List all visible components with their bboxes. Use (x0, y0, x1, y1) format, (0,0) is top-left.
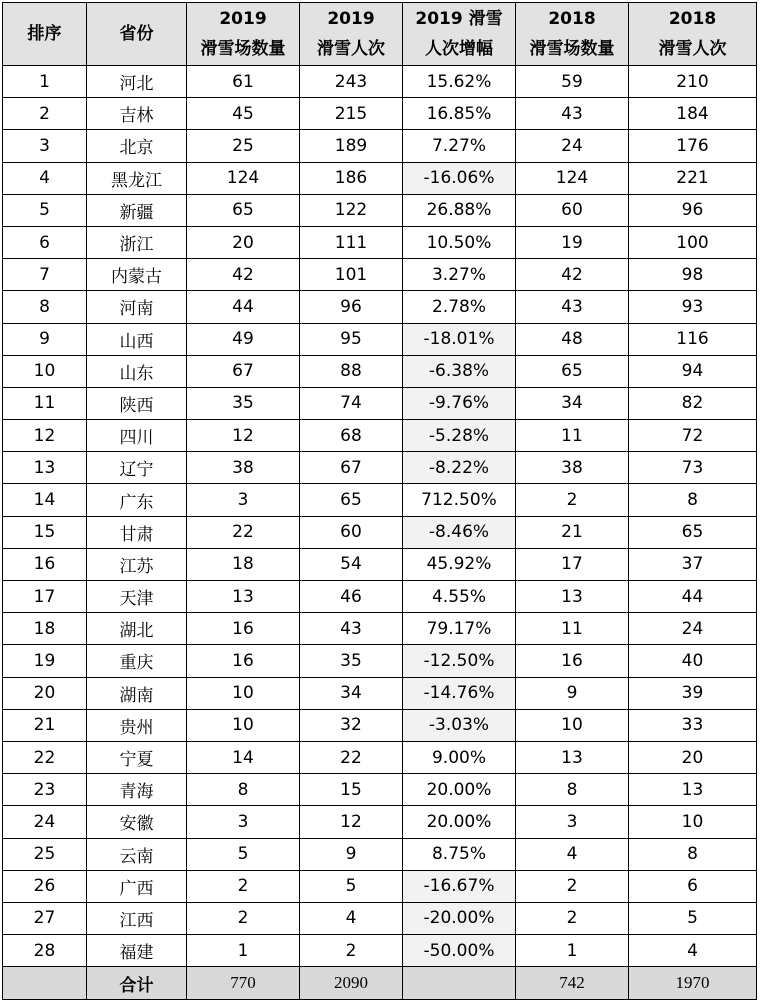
visit-growth-2019-cell: 2.78% (403, 291, 516, 323)
table-row (3, 838, 757, 870)
skier-visits-2018-cell: 221 (629, 162, 757, 194)
skier-visits-2019-cell: 54 (300, 548, 403, 580)
resort-count-2019-cell: 3 (187, 806, 300, 838)
skier-visits-2019-cell: 46 (300, 581, 403, 613)
visit-growth-2019-cell: -20.00% (403, 902, 516, 934)
resort-count-2019-cell: 25 (187, 130, 300, 162)
skier-visits-2019-cell: 96 (300, 291, 403, 323)
skier-visits-2019-cell: 43 (300, 613, 403, 645)
skier-visits-2018-cell: 176 (629, 130, 757, 162)
skier-visits-2019-cell: 243 (300, 66, 403, 98)
skier-visits-2018-cell: 96 (629, 194, 757, 226)
province-cell: 湖北 (87, 613, 187, 645)
table-row (3, 935, 757, 967)
resort-count-2018-cell: 16 (516, 645, 629, 677)
resort-count-2019-cell: 35 (187, 387, 300, 419)
skier-visits-2018-cell: 6 (629, 870, 757, 902)
total-2019-visit-growth (403, 967, 516, 1000)
skier-visits-2018-cell: 94 (629, 355, 757, 387)
skier-visits-2019-cell: 215 (300, 98, 403, 130)
resort-count-2018-cell: 34 (516, 387, 629, 419)
province-cell: 山西 (87, 323, 187, 355)
rank-cell: 14 (3, 484, 87, 516)
resort-count-2019-cell: 1 (187, 935, 300, 967)
resort-count-2018-cell: 48 (516, 323, 629, 355)
total-2018-resort-count: 742 (516, 967, 629, 1000)
skier-visits-2019-cell: 35 (300, 645, 403, 677)
resort-count-2019-cell: 14 (187, 741, 300, 773)
visit-growth-2019-cell: 26.88% (403, 194, 516, 226)
skier-visits-2019-cell: 67 (300, 452, 403, 484)
visit-growth-2019-cell: 9.00% (403, 741, 516, 773)
skier-visits-2019-cell: 74 (300, 387, 403, 419)
visit-growth-2019-cell: 20.00% (403, 806, 516, 838)
province-cell: 浙江 (87, 226, 187, 258)
rank-cell: 1 (3, 66, 87, 98)
rank-cell: 7 (3, 259, 87, 291)
table-row (3, 355, 757, 387)
skier-visits-2018-cell: 4 (629, 935, 757, 967)
province-cell: 新疆 (87, 194, 187, 226)
table-row (3, 774, 757, 806)
table-row (3, 323, 757, 355)
resort-count-2018-cell: 43 (516, 291, 629, 323)
skier-visits-2019-cell: 22 (300, 741, 403, 773)
skier-visits-2018-cell: 210 (629, 66, 757, 98)
skier-visits-2018-cell: 73 (629, 452, 757, 484)
resort-count-2018-cell: 1 (516, 935, 629, 967)
resort-count-2018-cell: 10 (516, 709, 629, 741)
resort-count-2019-cell: 20 (187, 226, 300, 258)
province-cell: 辽宁 (87, 452, 187, 484)
table-header (3, 3, 757, 66)
province-cell: 四川 (87, 420, 187, 452)
rank-cell: 19 (3, 645, 87, 677)
province-cell: 河南 (87, 291, 187, 323)
rank-cell: 20 (3, 677, 87, 709)
resort-count-2019-cell: 8 (187, 774, 300, 806)
table-row (3, 581, 757, 613)
skier-visits-2018-cell: 33 (629, 709, 757, 741)
rank-cell: 9 (3, 323, 87, 355)
total-2019-resort-count: 770 (187, 967, 300, 1000)
rank-cell: 24 (3, 806, 87, 838)
visit-growth-2019-cell: 4.55% (403, 581, 516, 613)
visit-growth-2019-cell: 20.00% (403, 774, 516, 806)
rank-cell: 26 (3, 870, 87, 902)
visit-growth-2019-cell: 16.85% (403, 98, 516, 130)
rank-cell: 12 (3, 420, 87, 452)
skier-visits-2019-cell: 101 (300, 259, 403, 291)
skier-visits-2018-cell: 40 (629, 645, 757, 677)
table-row (3, 226, 757, 258)
resort-count-2018-cell: 59 (516, 66, 629, 98)
rank-cell: 10 (3, 355, 87, 387)
resort-count-2019-cell: 5 (187, 838, 300, 870)
resort-count-2018-cell: 19 (516, 226, 629, 258)
table-footer (3, 967, 757, 1000)
header-2019-skier-visits: 2019 滑雪人次 (300, 3, 403, 66)
total-label: 合计 (87, 967, 187, 1000)
resort-count-2018-cell: 2 (516, 902, 629, 934)
total-2018-skier-visits: 1970 (629, 967, 757, 1000)
resort-count-2018-cell: 4 (516, 838, 629, 870)
province-cell: 山东 (87, 355, 187, 387)
header-2019-resort-count: 2019 滑雪场数量 (187, 3, 300, 66)
resort-count-2018-cell: 43 (516, 98, 629, 130)
province-cell: 青海 (87, 774, 187, 806)
table-row (3, 613, 757, 645)
resort-count-2018-cell: 17 (516, 548, 629, 580)
visit-growth-2019-cell: 7.27% (403, 130, 516, 162)
resort-count-2018-cell: 21 (516, 516, 629, 548)
province-cell: 重庆 (87, 645, 187, 677)
header-province: 省份 (87, 3, 187, 66)
skier-visits-2018-cell: 24 (629, 613, 757, 645)
resort-count-2019-cell: 38 (187, 452, 300, 484)
visit-growth-2019-cell: 8.75% (403, 838, 516, 870)
skier-visits-2019-cell: 15 (300, 774, 403, 806)
rank-cell: 13 (3, 452, 87, 484)
resort-count-2019-cell: 12 (187, 420, 300, 452)
table-row (3, 870, 757, 902)
ski-resort-ranking-table-wrapper (2, 2, 757, 1000)
skier-visits-2019-cell: 2 (300, 935, 403, 967)
province-cell: 福建 (87, 935, 187, 967)
rank-cell: 5 (3, 194, 87, 226)
skier-visits-2018-cell: 72 (629, 420, 757, 452)
table-row (3, 806, 757, 838)
resort-count-2018-cell: 42 (516, 259, 629, 291)
visit-growth-2019-cell: 10.50% (403, 226, 516, 258)
resort-count-2018-cell: 13 (516, 741, 629, 773)
province-cell: 黑龙江 (87, 162, 187, 194)
rank-cell: 21 (3, 709, 87, 741)
skier-visits-2019-cell: 65 (300, 484, 403, 516)
table-row (3, 645, 757, 677)
province-cell: 甘肃 (87, 516, 187, 548)
skier-visits-2019-cell: 12 (300, 806, 403, 838)
resort-count-2019-cell: 22 (187, 516, 300, 548)
table-row (3, 194, 757, 226)
visit-growth-2019-cell: -3.03% (403, 709, 516, 741)
resort-count-2019-cell: 2 (187, 902, 300, 934)
province-cell: 江西 (87, 902, 187, 934)
resort-count-2018-cell: 3 (516, 806, 629, 838)
province-cell: 广东 (87, 484, 187, 516)
skier-visits-2019-cell: 9 (300, 838, 403, 870)
province-cell: 内蒙古 (87, 259, 187, 291)
table-row (3, 516, 757, 548)
table-row (3, 130, 757, 162)
skier-visits-2018-cell: 100 (629, 226, 757, 258)
rank-cell: 3 (3, 130, 87, 162)
skier-visits-2018-cell: 65 (629, 516, 757, 548)
resort-count-2018-cell: 9 (516, 677, 629, 709)
visit-growth-2019-cell: -8.22% (403, 452, 516, 484)
rank-cell: 27 (3, 902, 87, 934)
resort-count-2018-cell: 11 (516, 613, 629, 645)
resort-count-2019-cell: 124 (187, 162, 300, 194)
skier-visits-2018-cell: 39 (629, 677, 757, 709)
resort-count-2019-cell: 61 (187, 66, 300, 98)
skier-visits-2019-cell: 95 (300, 323, 403, 355)
resort-count-2018-cell: 11 (516, 420, 629, 452)
skier-visits-2019-cell: 189 (300, 130, 403, 162)
province-cell: 河北 (87, 66, 187, 98)
resort-count-2019-cell: 18 (187, 548, 300, 580)
visit-growth-2019-cell: 3.27% (403, 259, 516, 291)
rank-cell: 23 (3, 774, 87, 806)
table-row (3, 162, 757, 194)
skier-visits-2019-cell: 4 (300, 902, 403, 934)
resort-count-2018-cell: 2 (516, 870, 629, 902)
resort-count-2018-cell: 13 (516, 581, 629, 613)
visit-growth-2019-cell: 712.50% (403, 484, 516, 516)
skier-visits-2019-cell: 111 (300, 226, 403, 258)
province-cell: 广西 (87, 870, 187, 902)
table-row (3, 548, 757, 580)
province-cell: 陕西 (87, 387, 187, 419)
rank-cell: 11 (3, 387, 87, 419)
rank-cell: 2 (3, 98, 87, 130)
visit-growth-2019-cell: 45.92% (403, 548, 516, 580)
province-cell: 吉林 (87, 98, 187, 130)
rank-cell: 18 (3, 613, 87, 645)
total-2019-skier-visits: 2090 (300, 967, 403, 1000)
visit-growth-2019-cell: -18.01% (403, 323, 516, 355)
province-cell: 天津 (87, 581, 187, 613)
rank-cell: 6 (3, 226, 87, 258)
total-rank-cell (3, 967, 87, 1000)
rank-cell: 4 (3, 162, 87, 194)
resort-count-2018-cell: 24 (516, 130, 629, 162)
rank-cell: 22 (3, 741, 87, 773)
skier-visits-2018-cell: 184 (629, 98, 757, 130)
header-2018-skier-visits: 2018 滑雪人次 (629, 3, 757, 66)
resort-count-2018-cell: 2 (516, 484, 629, 516)
resort-count-2018-cell: 60 (516, 194, 629, 226)
rank-cell: 16 (3, 548, 87, 580)
skier-visits-2018-cell: 13 (629, 774, 757, 806)
visit-growth-2019-cell: -12.50% (403, 645, 516, 677)
table-row (3, 741, 757, 773)
resort-count-2019-cell: 2 (187, 870, 300, 902)
table-row (3, 902, 757, 934)
skier-visits-2018-cell: 37 (629, 548, 757, 580)
resort-count-2019-cell: 42 (187, 259, 300, 291)
province-cell: 湖南 (87, 677, 187, 709)
province-cell: 北京 (87, 130, 187, 162)
resort-count-2019-cell: 65 (187, 194, 300, 226)
resort-count-2019-cell: 10 (187, 677, 300, 709)
skier-visits-2018-cell: 8 (629, 484, 757, 516)
table-row (3, 387, 757, 419)
resort-count-2019-cell: 49 (187, 323, 300, 355)
table-row (3, 452, 757, 484)
resort-count-2018-cell: 8 (516, 774, 629, 806)
skier-visits-2018-cell: 82 (629, 387, 757, 419)
skier-visits-2019-cell: 5 (300, 870, 403, 902)
resort-count-2019-cell: 13 (187, 581, 300, 613)
table-row (3, 677, 757, 709)
skier-visits-2019-cell: 88 (300, 355, 403, 387)
visit-growth-2019-cell: -5.28% (403, 420, 516, 452)
resort-count-2018-cell: 38 (516, 452, 629, 484)
visit-growth-2019-cell: -6.38% (403, 355, 516, 387)
table-row (3, 98, 757, 130)
skier-visits-2019-cell: 186 (300, 162, 403, 194)
header-rank: 排序 (3, 3, 87, 66)
skier-visits-2018-cell: 116 (629, 323, 757, 355)
resort-count-2019-cell: 10 (187, 709, 300, 741)
header-2018-resort-count: 2018 滑雪场数量 (516, 3, 629, 66)
resort-count-2019-cell: 16 (187, 613, 300, 645)
skier-visits-2019-cell: 32 (300, 709, 403, 741)
skier-visits-2018-cell: 8 (629, 838, 757, 870)
skier-visits-2018-cell: 44 (629, 581, 757, 613)
province-cell: 云南 (87, 838, 187, 870)
skier-visits-2019-cell: 122 (300, 194, 403, 226)
resort-count-2019-cell: 3 (187, 484, 300, 516)
province-cell: 江苏 (87, 548, 187, 580)
skier-visits-2019-cell: 60 (300, 516, 403, 548)
skier-visits-2018-cell: 5 (629, 902, 757, 934)
resort-count-2018-cell: 124 (516, 162, 629, 194)
table-row (3, 259, 757, 291)
province-cell: 安徽 (87, 806, 187, 838)
ski-resort-ranking-table (2, 2, 757, 1000)
skier-visits-2018-cell: 20 (629, 741, 757, 773)
visit-growth-2019-cell: -9.76% (403, 387, 516, 419)
resort-count-2019-cell: 67 (187, 355, 300, 387)
skier-visits-2018-cell: 98 (629, 259, 757, 291)
visit-growth-2019-cell: -16.67% (403, 870, 516, 902)
table-body (3, 66, 757, 967)
rank-cell: 25 (3, 838, 87, 870)
rank-cell: 28 (3, 935, 87, 967)
rank-cell: 15 (3, 516, 87, 548)
header-2019-visit-growth: 2019 滑雪 人次增幅 (403, 3, 516, 66)
skier-visits-2018-cell: 93 (629, 291, 757, 323)
table-row (3, 66, 757, 98)
total-row (3, 967, 757, 1000)
visit-growth-2019-cell: -50.00% (403, 935, 516, 967)
province-cell: 贵州 (87, 709, 187, 741)
resort-count-2018-cell: 65 (516, 355, 629, 387)
province-cell: 宁夏 (87, 741, 187, 773)
table-row (3, 709, 757, 741)
resort-count-2019-cell: 16 (187, 645, 300, 677)
visit-growth-2019-cell: 79.17% (403, 613, 516, 645)
skier-visits-2018-cell: 10 (629, 806, 757, 838)
table-row (3, 291, 757, 323)
visit-growth-2019-cell: -8.46% (403, 516, 516, 548)
visit-growth-2019-cell: 15.62% (403, 66, 516, 98)
resort-count-2019-cell: 44 (187, 291, 300, 323)
skier-visits-2019-cell: 68 (300, 420, 403, 452)
visit-growth-2019-cell: -16.06% (403, 162, 516, 194)
header-row (3, 3, 757, 66)
resort-count-2019-cell: 45 (187, 98, 300, 130)
rank-cell: 17 (3, 581, 87, 613)
skier-visits-2019-cell: 34 (300, 677, 403, 709)
visit-growth-2019-cell: -14.76% (403, 677, 516, 709)
table-row (3, 420, 757, 452)
table-row (3, 484, 757, 516)
rank-cell: 8 (3, 291, 87, 323)
